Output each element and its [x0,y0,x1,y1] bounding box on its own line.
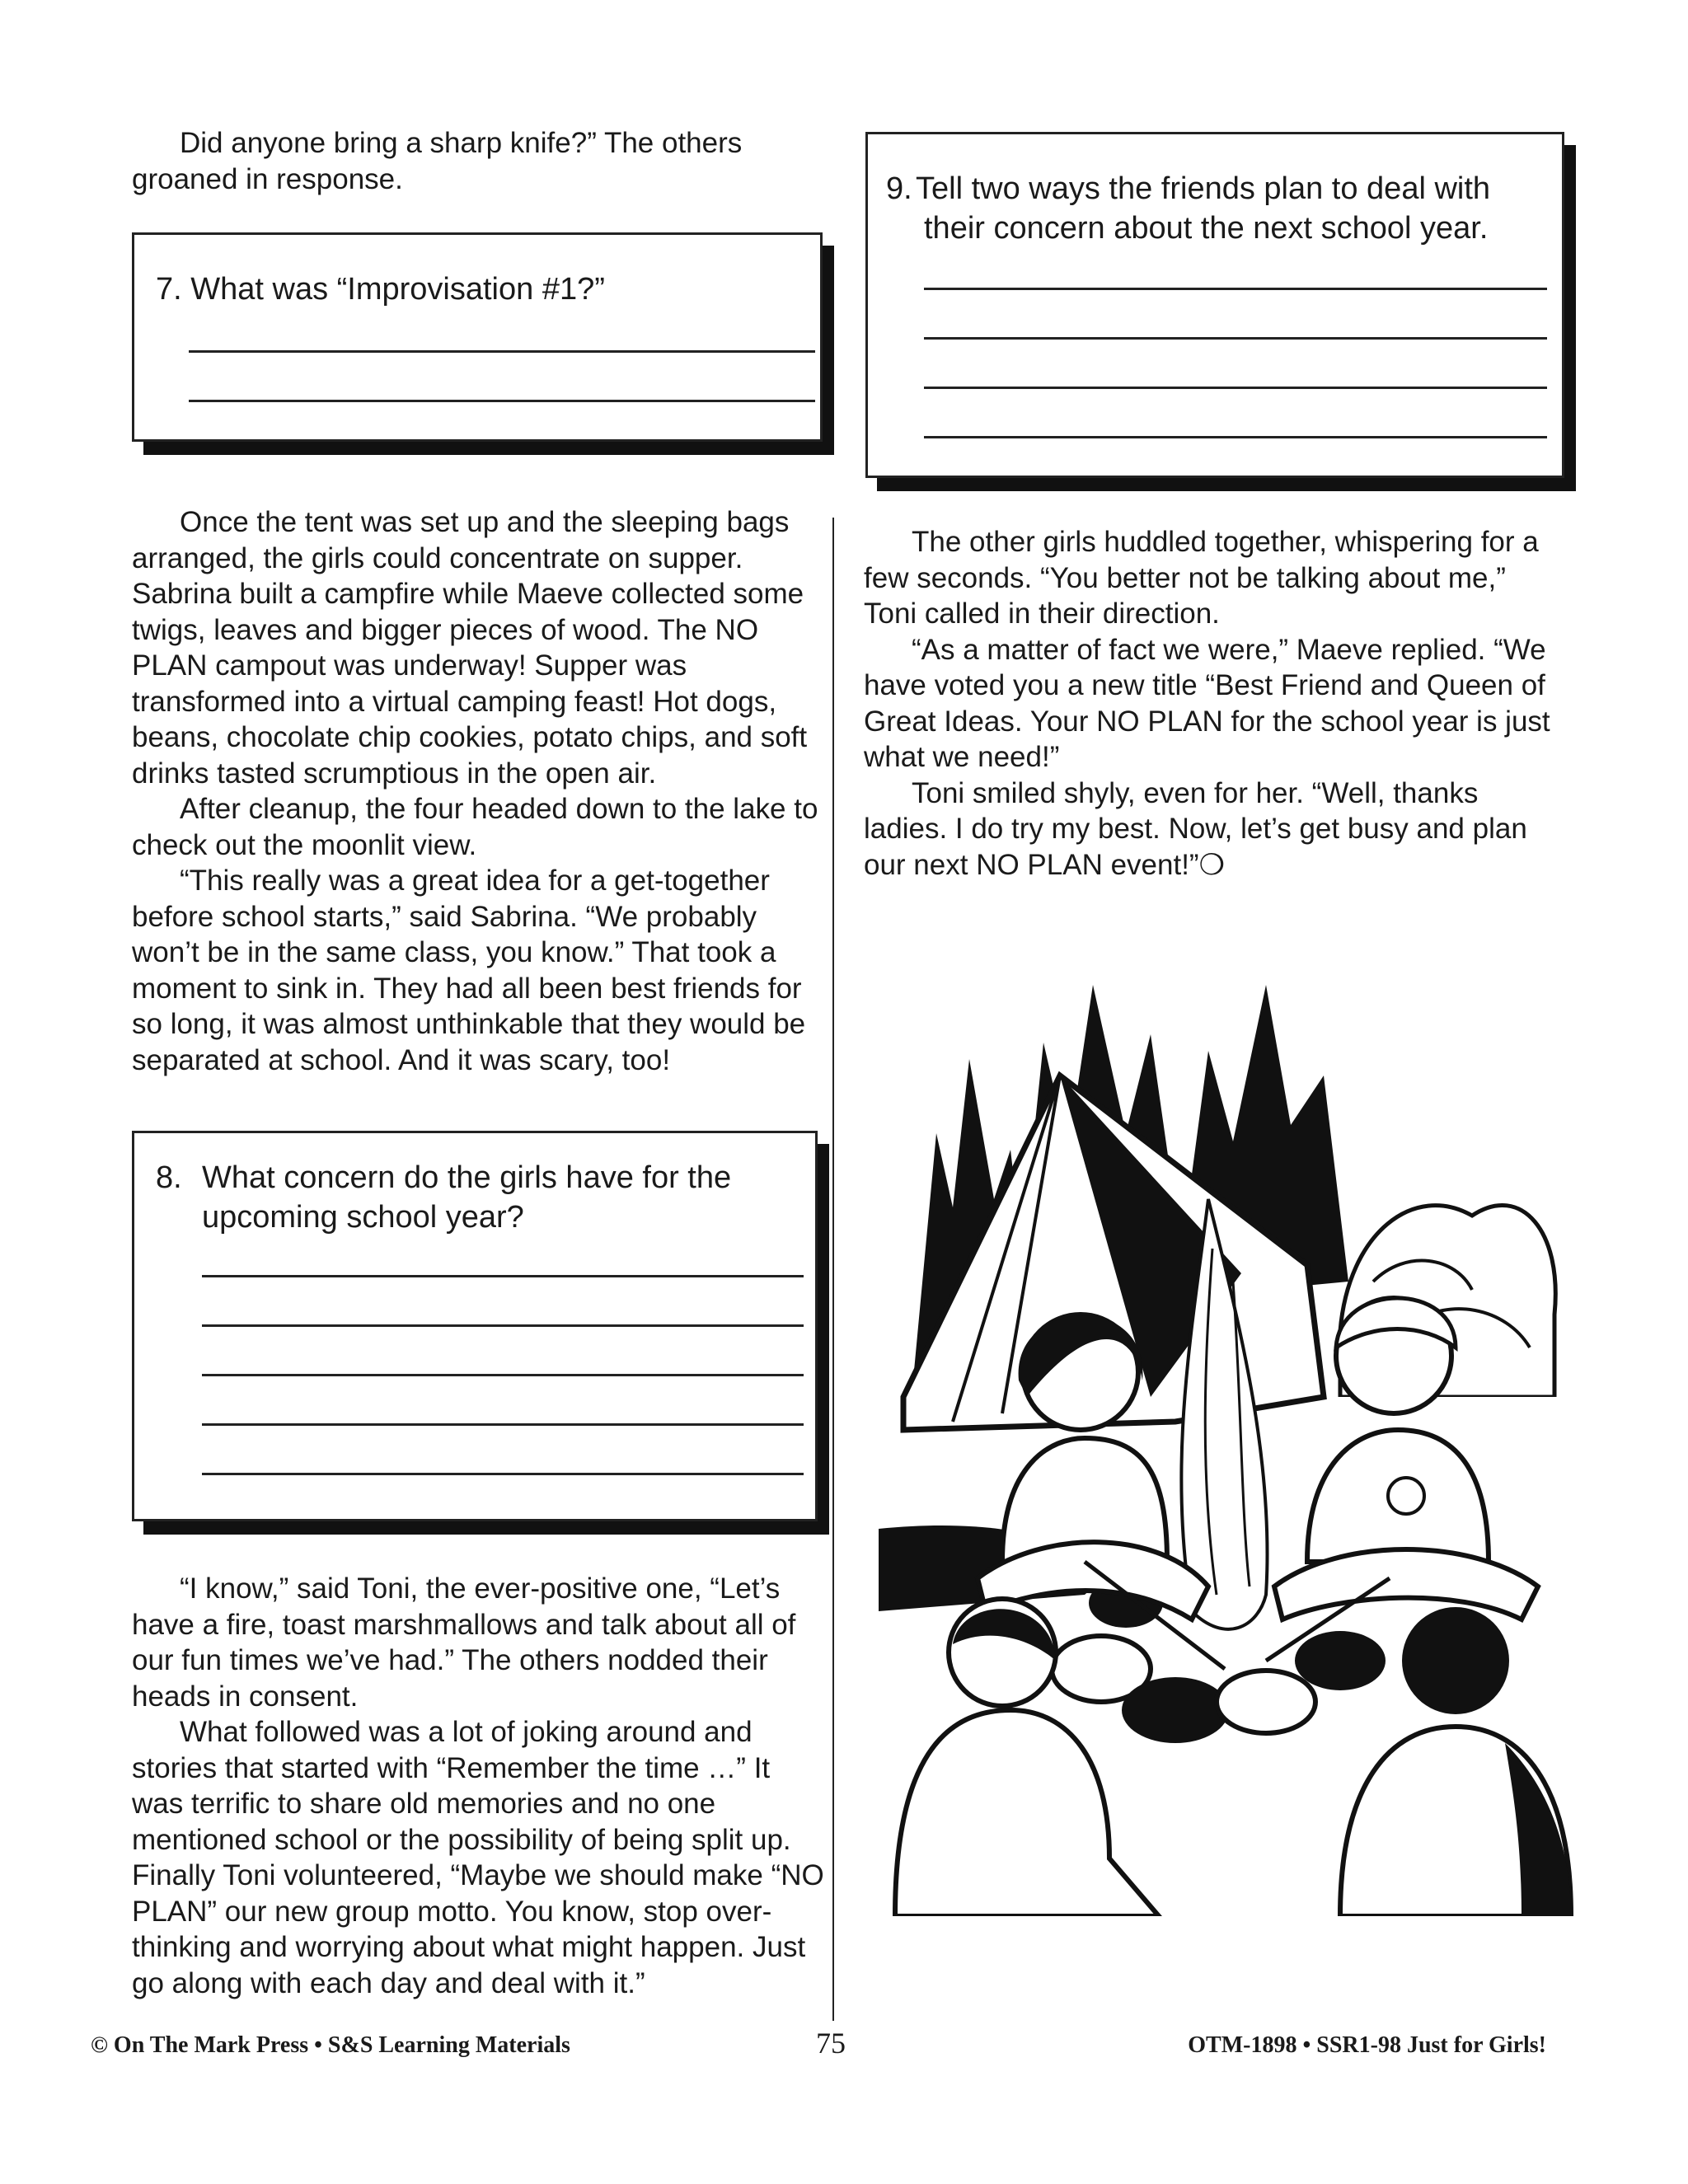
answer-line[interactable] [202,1374,804,1376]
answer-line[interactable] [924,337,1547,340]
left-middle-text [132,504,824,1078]
question-8-number: 8. [156,1160,182,1195]
answer-line[interactable] [189,400,815,402]
question-8-box [132,1131,818,1521]
paragraph: “As a matter of fact we were,” Maeve replied. “We have voted you a new title “Best Friend and Queen of Great Ideas. Your NO PLAN for the school year is just what we need!” [864,633,1550,773]
right-text [864,524,1556,883]
question-9-text: Tell two ways the friends plan to deal with their concern about the next school year. [916,171,1491,246]
column-divider [832,518,834,2021]
answer-line[interactable] [924,436,1547,438]
answer-line[interactable] [202,1473,804,1475]
paragraph: Toni smiled shyly, even for her. “Well, thanks ladies. I do try my best. Now, let’s get busy and plan our next NO PLAN event!”❍ [864,776,1527,881]
question-9-number: 9. [886,171,912,206]
answer-line[interactable] [924,288,1547,290]
answer-line[interactable] [924,387,1547,389]
footer-right: OTM-1898 • SSR1-98 Just for Girls! [1188,2032,1546,2058]
paragraph: What followed was a lot of joking around and stories that started with “Remember the time …” It was terrific to share old memories and no one mentioned school or the possibility of being split up. Finally Toni volunteered, “Maybe we should make “NO PLAN” our new group motto. You know, stop over-thinking and worrying about what might happen. Just go along with each day and deal with it.” [132,1716,824,1999]
question-9-box [865,132,1564,478]
rock [1217,1671,1315,1733]
page-number: 75 [816,2027,846,2060]
rock [1295,1631,1386,1690]
rock [1122,1677,1229,1743]
paragraph: “This really was a great idea for a get-together before school starts,” said Sabrina. “We probably won’t be in the same class, you know.” That took a moment to sink in. They had all been best friends for so long, it was almost unthinkable that they would be separated at school. And it was scary, too! [132,865,806,1076]
answer-line[interactable] [202,1324,804,1327]
left-bottom-text [132,1571,824,2001]
left-top-text [132,125,824,197]
girl-head [1402,1607,1509,1714]
paragraph: After cleanup, the four headed down to the lake to check out the moonlit view. [132,793,818,861]
paragraph: The other girls huddled together, whispering for a few seconds. “You better not be talking about me,” Toni called in their direction. [864,526,1539,630]
footer-left: © On The Mark Press • S&S Learning Materials [91,2032,570,2058]
paragraph: Once the tent was set up and the sleeping bags arranged, the girls could concentrate on supper. Sabrina built a campfire while Maeve collected some twigs, leaves and bigger pieces of wood. The NO PLAN campout was underway! Supper was transformed into a virtual camping feast! Hot dogs, beans, chocolate chip cookies, potato chips, and soft drinks tasted scrumptious in the open air. [132,506,808,790]
paragraph: Did anyone bring a sharp knife?” The others groaned in response. [132,127,743,195]
question-7-text: 7. What was “Improvisation #1?” [156,272,605,307]
answer-line[interactable] [189,350,815,353]
question-8-text: What concern do the girls have for the upcoming school year? [202,1160,732,1235]
campfire-illustration [879,935,1579,1916]
paragraph: “I know,” said Toni, the ever-positive one, “Let’s have a fire, toast marshmallows and talk about all of our fun times we’ve had.” The others nodded their heads in consent. [132,1572,796,1713]
answer-line[interactable] [202,1423,804,1426]
question-7-box [132,232,823,442]
answer-line[interactable] [202,1275,804,1277]
